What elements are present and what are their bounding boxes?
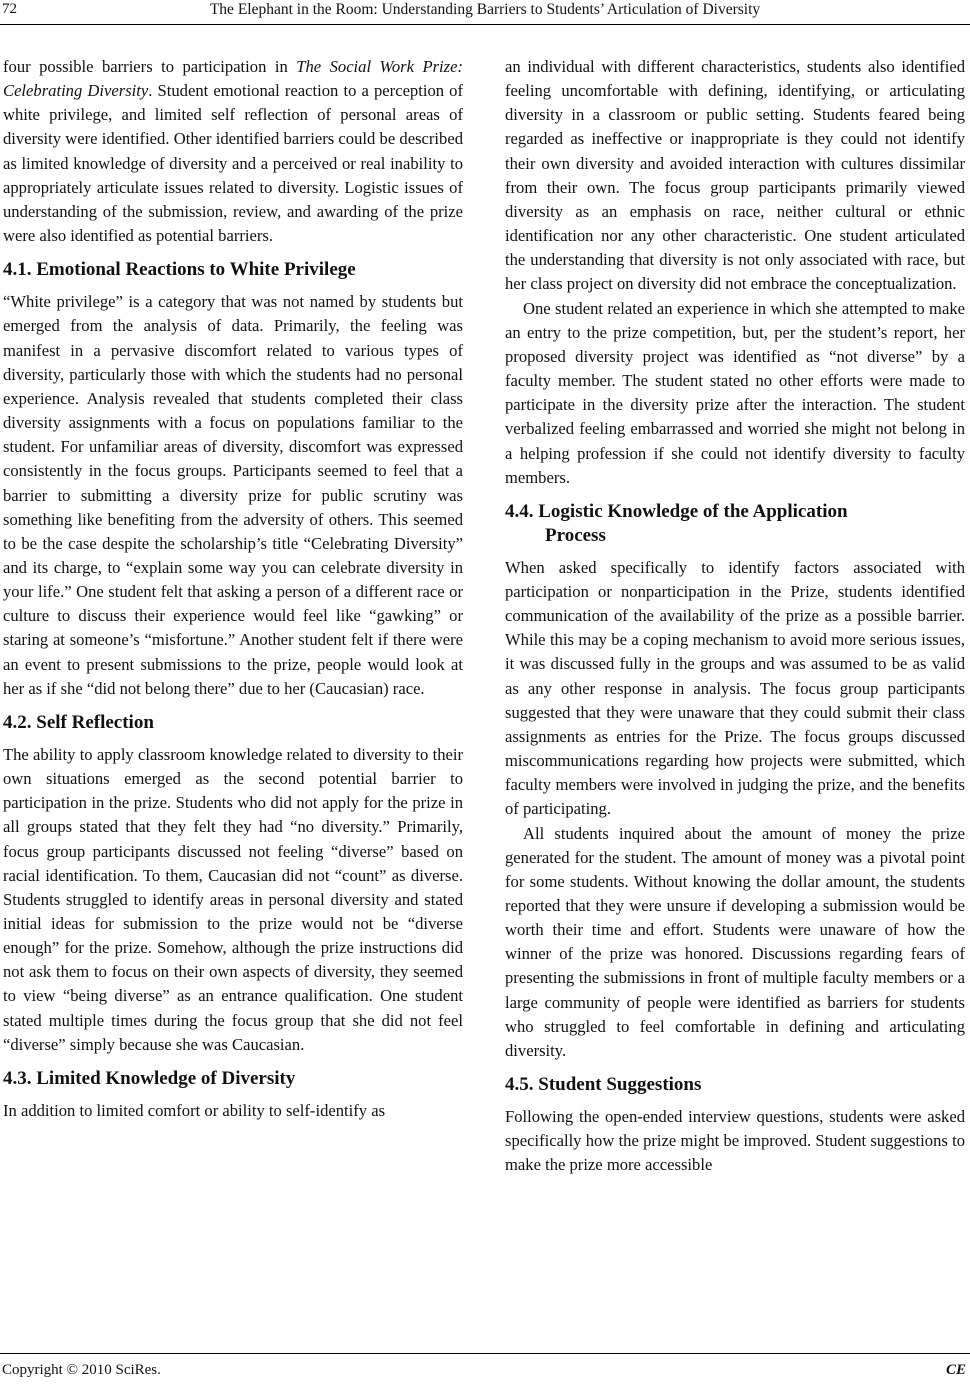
section-heading-4-3: 4.3. Limited Knowledge of Diversity	[3, 1067, 296, 1089]
section-heading-4-5: 4.5. Student Suggestions	[505, 1074, 702, 1096]
right-column	[505, 55, 965, 1178]
prize-title-italic: The Social Work Prize: Celebrating Diversity	[3, 57, 463, 101]
header-rule	[0, 24, 970, 25]
intro-text-after: . Student emotional reaction to a perception of white privilege, and limited self reflection of personal areas of diversity were identified. Other identified barriers could be described as limited knowledge of diversity and a perceived or real inability to appropriately articulate issues related to diversity. Logistic issues of understanding of the submission, review, and awarding of the prize were also identified as potential barriers.	[3, 81, 464, 246]
running-title: The Elephant in the Room: Understanding Barriers to Students’ Articulation of Diversity	[209, 1, 761, 18]
section-heading-4-1: 4.1. Emotional Reactions to White Privilege	[3, 259, 356, 281]
paragraph-4-3-b: One student related an experience in which she attempted to make an entry to the prize competition, but, per the student’s report, her proposed diversity project was identified as “not diverse” by a faculty member. The student stated no other efforts were made to participate in the diversity prize after the interaction. The student verbalized feeling embarrassed and worried she might not belong in a helping profession if she could not identify diversity to faculty members.	[505, 298, 965, 487]
section-heading-4-4	[505, 500, 965, 548]
paragraph-4-5: Following the open-ended interview questions, students were asked specifically how the prize might be improved. Student suggestions to make the prize more accessible	[505, 1107, 965, 1175]
paragraph-4-1: “White privilege” is a category that was not named by students but emerged from the analysis of data. Primarily, the feeling was manifest in a pervasive discomfort related to various types of diversity, particularly those with which the students had no personal experience. Analysis revealed that students completed their class diversity assignments with a focus on populations familiar to the student. For unfamiliar areas of diversity, discomfort was expressed consistently in the focus groups. Participants seemed to feel that a barrier to submitting a diversity prize for public scrutiny was something like benefiting from the adversity of others. This seemed to be the case despite the scholarship’s title “Celebrating Diversity” and its charge, to “explain some way you can celebrate diversity in your life.” One student felt that asking a person of a different race or culture to discuss their experience would feel like “gawking” or staring at someone’s “misfortune.” Another student felt if there were an event to present submissions to the prize, people would look at her as if she “did not belong there” due to her (Caucasian) race.	[3, 292, 463, 698]
paragraph-4-4: When asked specifically to identify factors associated with participation or nonparticipation in the Prize, students identified communication of the availability of the prize as a possible barrier. While this may be a coping mechanism to avoid more serious issues, it was discussed fully in the groups and was assumed to be as valid as any other response in analysis. The focus group participants suggested that they were unaware that they could submit their class assignments as entries for the Prize. The focus groups discussed miscommunications regarding how projects were submitted, which faculty members were involved in judging the prize, and the benefits of participating.	[505, 557, 965, 819]
section-heading-4-2: 4.2. Self Reflection	[3, 711, 154, 733]
left-column	[3, 55, 463, 1123]
page-number: 72	[2, 1, 17, 17]
footer-rule	[0, 1353, 970, 1354]
section-heading-4-4-line2: Process	[545, 524, 606, 546]
intro-paragraph	[3, 55, 463, 248]
paragraph-4-3-continued: an individual with different characteristics, students also identified feeling uncomfortable with defining, identifying, or articulating diversity in a classroom or public setting. Students feared being regarded as ineffective or inappropriate is they could not identify their own diversity and avoided interaction with cultures dissimilar from their own. The focus group participants primarily viewed diversity as an emphasis on race, neither cultural or ethnic identification nor any other characteristic. One student articulated the understanding that diversity is not only associated with race, but her class project on diversity did not embrace the conceptualization.	[505, 57, 965, 294]
paragraph-4-2: The ability to apply classroom knowledge related to diversity to their own situations emerged as the second potential barrier to participation in the prize. Students who did not apply for the prize in all groups stated that they felt they had “no diversity.” Primarily, focus group participants discussed not feeling “diverse” based on racial identification. To them, Caucasian did not “count” as diverse. Students struggled to identify areas in personal diversity and stated initial ideas for submission to the prize would not be “diverse enough” for the prize. Somehow, although the prize instructions did not ask them to focus on their own aspects of diversity, they seemed to view “being diverse” as an entrance qualification. One student stated multiple times during the focus group that she did not feel “diverse” simply because she was Caucasian.	[3, 744, 463, 1054]
paragraph-4-3-start: In addition to limited comfort or ability to self-identify as	[3, 1100, 386, 1120]
page-header	[0, 0, 970, 28]
copyright-notice: Copyright © 2010 SciRes.	[2, 1362, 161, 1378]
page-footer	[0, 1353, 970, 1383]
paragraph-4-4-b: All students inquired about the amount of money the prize generated for the student. The amount of money was a pivotal point for some students. Without knowing the dollar amount, the students reported that they were unsure if developing a submission would be worth their time and effort. Students were unaware of how the winner of the prize was honored. Discussions regarding fears of presenting the submissions in front of multiple faculty members or a large community of people were identified as barriers for students who struggled to feel comfortable in defining and articulating diversity.	[505, 823, 965, 1060]
intro-text-before: four possible barriers to participation in	[3, 57, 297, 76]
journal-abbreviation: CE	[945, 1362, 966, 1378]
section-heading-4-4-line1: 4.4. Logistic Knowledge of the Application	[505, 500, 848, 522]
